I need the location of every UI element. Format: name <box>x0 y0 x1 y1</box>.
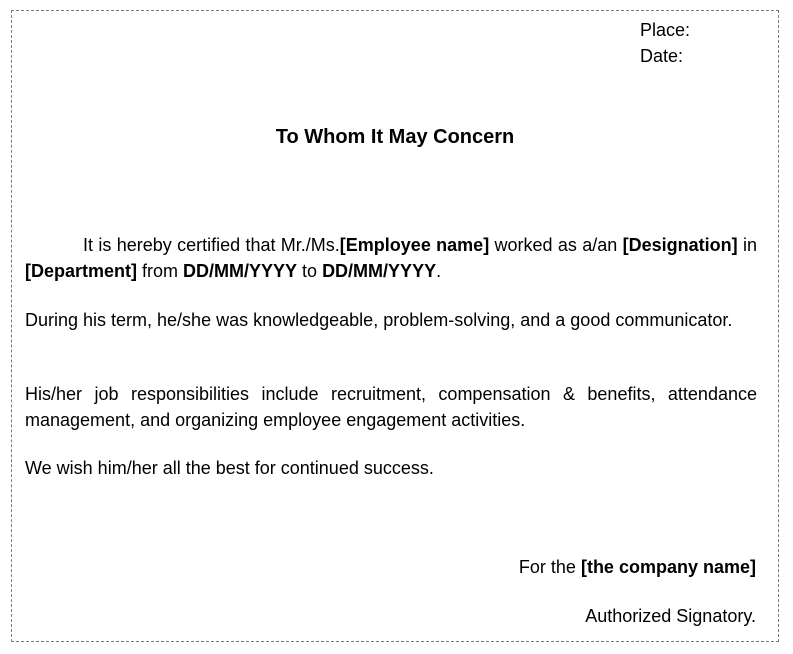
p1-text-2: worked as a/an <box>489 235 623 255</box>
place-date-block <box>640 17 690 69</box>
employee-name-placeholder: [Employee name] <box>339 235 490 255</box>
letter-page <box>11 10 779 642</box>
letter-title: To Whom It May Concern <box>275 126 515 148</box>
p1-text-5: to <box>297 261 323 281</box>
p1-text-6: . <box>436 261 442 281</box>
company-line <box>519 554 756 580</box>
to-date-placeholder: DD/MM/YYYY <box>322 261 437 281</box>
department-placeholder: [Department] <box>25 261 138 281</box>
for-prefix: For the <box>518 557 581 577</box>
place-label: Place: <box>640 20 691 40</box>
certification-paragraph <box>25 232 757 284</box>
conduct-paragraph: During his term, he/she was knowledgeable, problem-solving, and a good communicator. <box>25 310 733 330</box>
company-name-placeholder: [the company name] <box>580 557 756 577</box>
from-date-placeholder: DD/MM/YYYY <box>183 261 298 281</box>
authorized-signatory: Authorized Signatory. <box>585 606 756 626</box>
p1-text-3: in <box>737 235 757 255</box>
wishes-paragraph: We wish him/her all the best for continued success. <box>25 458 434 478</box>
date-label: Date: <box>640 46 684 66</box>
p1-text-1: It is hereby certified that Mr./Ms. <box>83 235 340 255</box>
p1-text-4: from <box>137 261 184 281</box>
designation-placeholder: [Designation] <box>622 235 738 255</box>
responsibilities-paragraph: His/her job responsibilities include recruitment, compensation & benefits, attendance management, and organizing employee engagement activities. <box>25 384 757 430</box>
